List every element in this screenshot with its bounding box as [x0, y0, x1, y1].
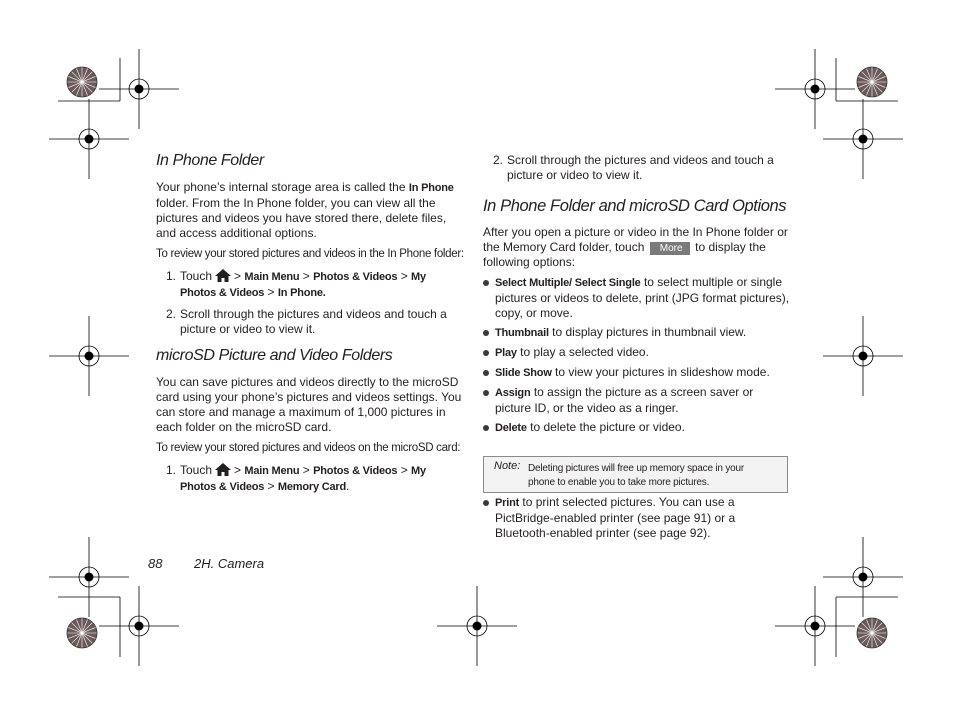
left-column [156, 150, 464, 495]
menu-path-in-phone: In Phone. [277, 287, 326, 299]
menu-path-my-photos-videos: My Photos & Videos [180, 465, 426, 493]
option-term: Select Multiple/ Select Single [495, 277, 641, 289]
heading-in-phone-folder: In Phone Folder [156, 152, 264, 169]
paragraph-options-intro [483, 225, 791, 270]
menu-path-photos-videos: Photos & Videos [313, 465, 398, 477]
step-number: 1. [165, 269, 176, 283]
separator: > [400, 269, 408, 283]
separator: > [267, 479, 275, 493]
footer-section: 2H. Camera [194, 556, 265, 571]
list-item [483, 325, 791, 341]
options-list [483, 275, 791, 436]
separator: > [234, 463, 242, 477]
bullet-icon [483, 425, 489, 431]
list-item [483, 345, 791, 361]
option-desc: to view your pictures in slideshow mode. [551, 365, 770, 379]
list-item [483, 385, 791, 416]
more-button[interactable]: More [650, 242, 690, 255]
option-desc: to delete the picture or video. [526, 420, 685, 434]
step-1-in-phone [156, 269, 464, 301]
menu-path-memory-card: Memory Card [277, 481, 347, 493]
paragraph-microsd-save: You can save pictures and videos directly to the microSD card using your phone’s pictures and videos settings. You can store and manage a maximum of 1,000 pictures in each folder on the microSD card. [156, 375, 462, 434]
menu-path-my-photos-videos: My Photos & Videos [180, 271, 426, 299]
home-icon [215, 269, 231, 282]
option-term: Play [495, 347, 517, 359]
bold-term-in-phone: In Phone [408, 182, 454, 194]
right-column [483, 150, 791, 436]
heading-microsd-folders: microSD Picture and Video Folders [156, 347, 393, 364]
bullet-icon [483, 350, 489, 356]
step-text: Scroll through the pictures and videos and touch a picture or video to view it. [180, 307, 447, 336]
option-desc: to play a selected video. [516, 345, 649, 359]
text-run: . [346, 479, 350, 493]
option-desc: to print selected pictures. You can use a PictBridge-enabled printer (see page 91) or a Bluetooth-enabled printer (see page 92). [495, 495, 736, 540]
list-item [483, 365, 791, 381]
step-text: Scroll through the pictures and videos and touch a picture or video to view it. [507, 153, 774, 182]
separator: > [302, 463, 310, 477]
bullet-icon [483, 280, 489, 286]
step-number: 1. [165, 463, 176, 477]
option-desc: to display pictures in thumbnail view. [548, 325, 747, 339]
heading-options: In Phone Folder and microSD Card Options [483, 197, 787, 215]
step-number: 2. [165, 307, 176, 321]
bullet-icon [483, 390, 489, 396]
paragraph-review-in-phone: To review your stored pictures and videos in the In Phone folder: [156, 248, 464, 260]
text-run: After you open a picture or video in the In Phone folder or the Memory Card folder, touch [483, 225, 788, 254]
step-1-microsd [156, 463, 464, 495]
step-2-continued [483, 153, 791, 183]
list-item [483, 275, 791, 321]
print-option-block [483, 495, 791, 541]
menu-path-main-menu: Main Menu [244, 465, 300, 477]
text-run: Your phone’s internal storage area is called the [156, 180, 409, 194]
option-desc: to select multiple or single pictures or videos to delete, print (JPG format pictures), copy, or move. [495, 275, 790, 320]
menu-path-main-menu: Main Menu [244, 271, 300, 283]
option-term: Slide Show [495, 367, 552, 379]
separator: > [234, 269, 242, 283]
separator: > [400, 463, 408, 477]
note-text: Deleting pictures will free up memory space in your phone to enable you to take more pictures. [528, 463, 745, 488]
step-number: 2. [492, 153, 503, 167]
note-box [483, 456, 788, 493]
separator: > [302, 269, 310, 283]
text-run: folder. From the In Phone folder, you can view all the pictures and videos you have stored there, delete files, and access additional options. [156, 196, 447, 240]
home-icon [215, 463, 231, 476]
page-number: 88 [148, 556, 163, 571]
option-desc: to assign the picture as a screen saver or picture ID, or the video as a ringer. [495, 385, 754, 415]
note-label: Note: [494, 460, 521, 472]
bullet-icon [483, 500, 489, 506]
list-item [483, 420, 791, 436]
menu-path-photos-videos: Photos & Videos [313, 271, 398, 283]
option-term: Delete [495, 422, 527, 434]
text-run: to display the following options: [483, 240, 766, 269]
paragraph-review-microsd: To review your stored pictures and videos on the microSD card: [156, 442, 461, 454]
text-run: Touch [180, 463, 213, 477]
step-2-in-phone [156, 307, 464, 337]
list-item [483, 495, 791, 541]
bullet-icon [483, 330, 489, 336]
option-term: Assign [495, 387, 531, 399]
separator: > [267, 285, 275, 299]
paragraph-internal-storage [156, 180, 464, 241]
bullet-icon [483, 370, 489, 376]
option-term: Thumbnail [495, 327, 549, 339]
text-run: Touch [180, 269, 213, 283]
option-term: Print [495, 497, 520, 509]
